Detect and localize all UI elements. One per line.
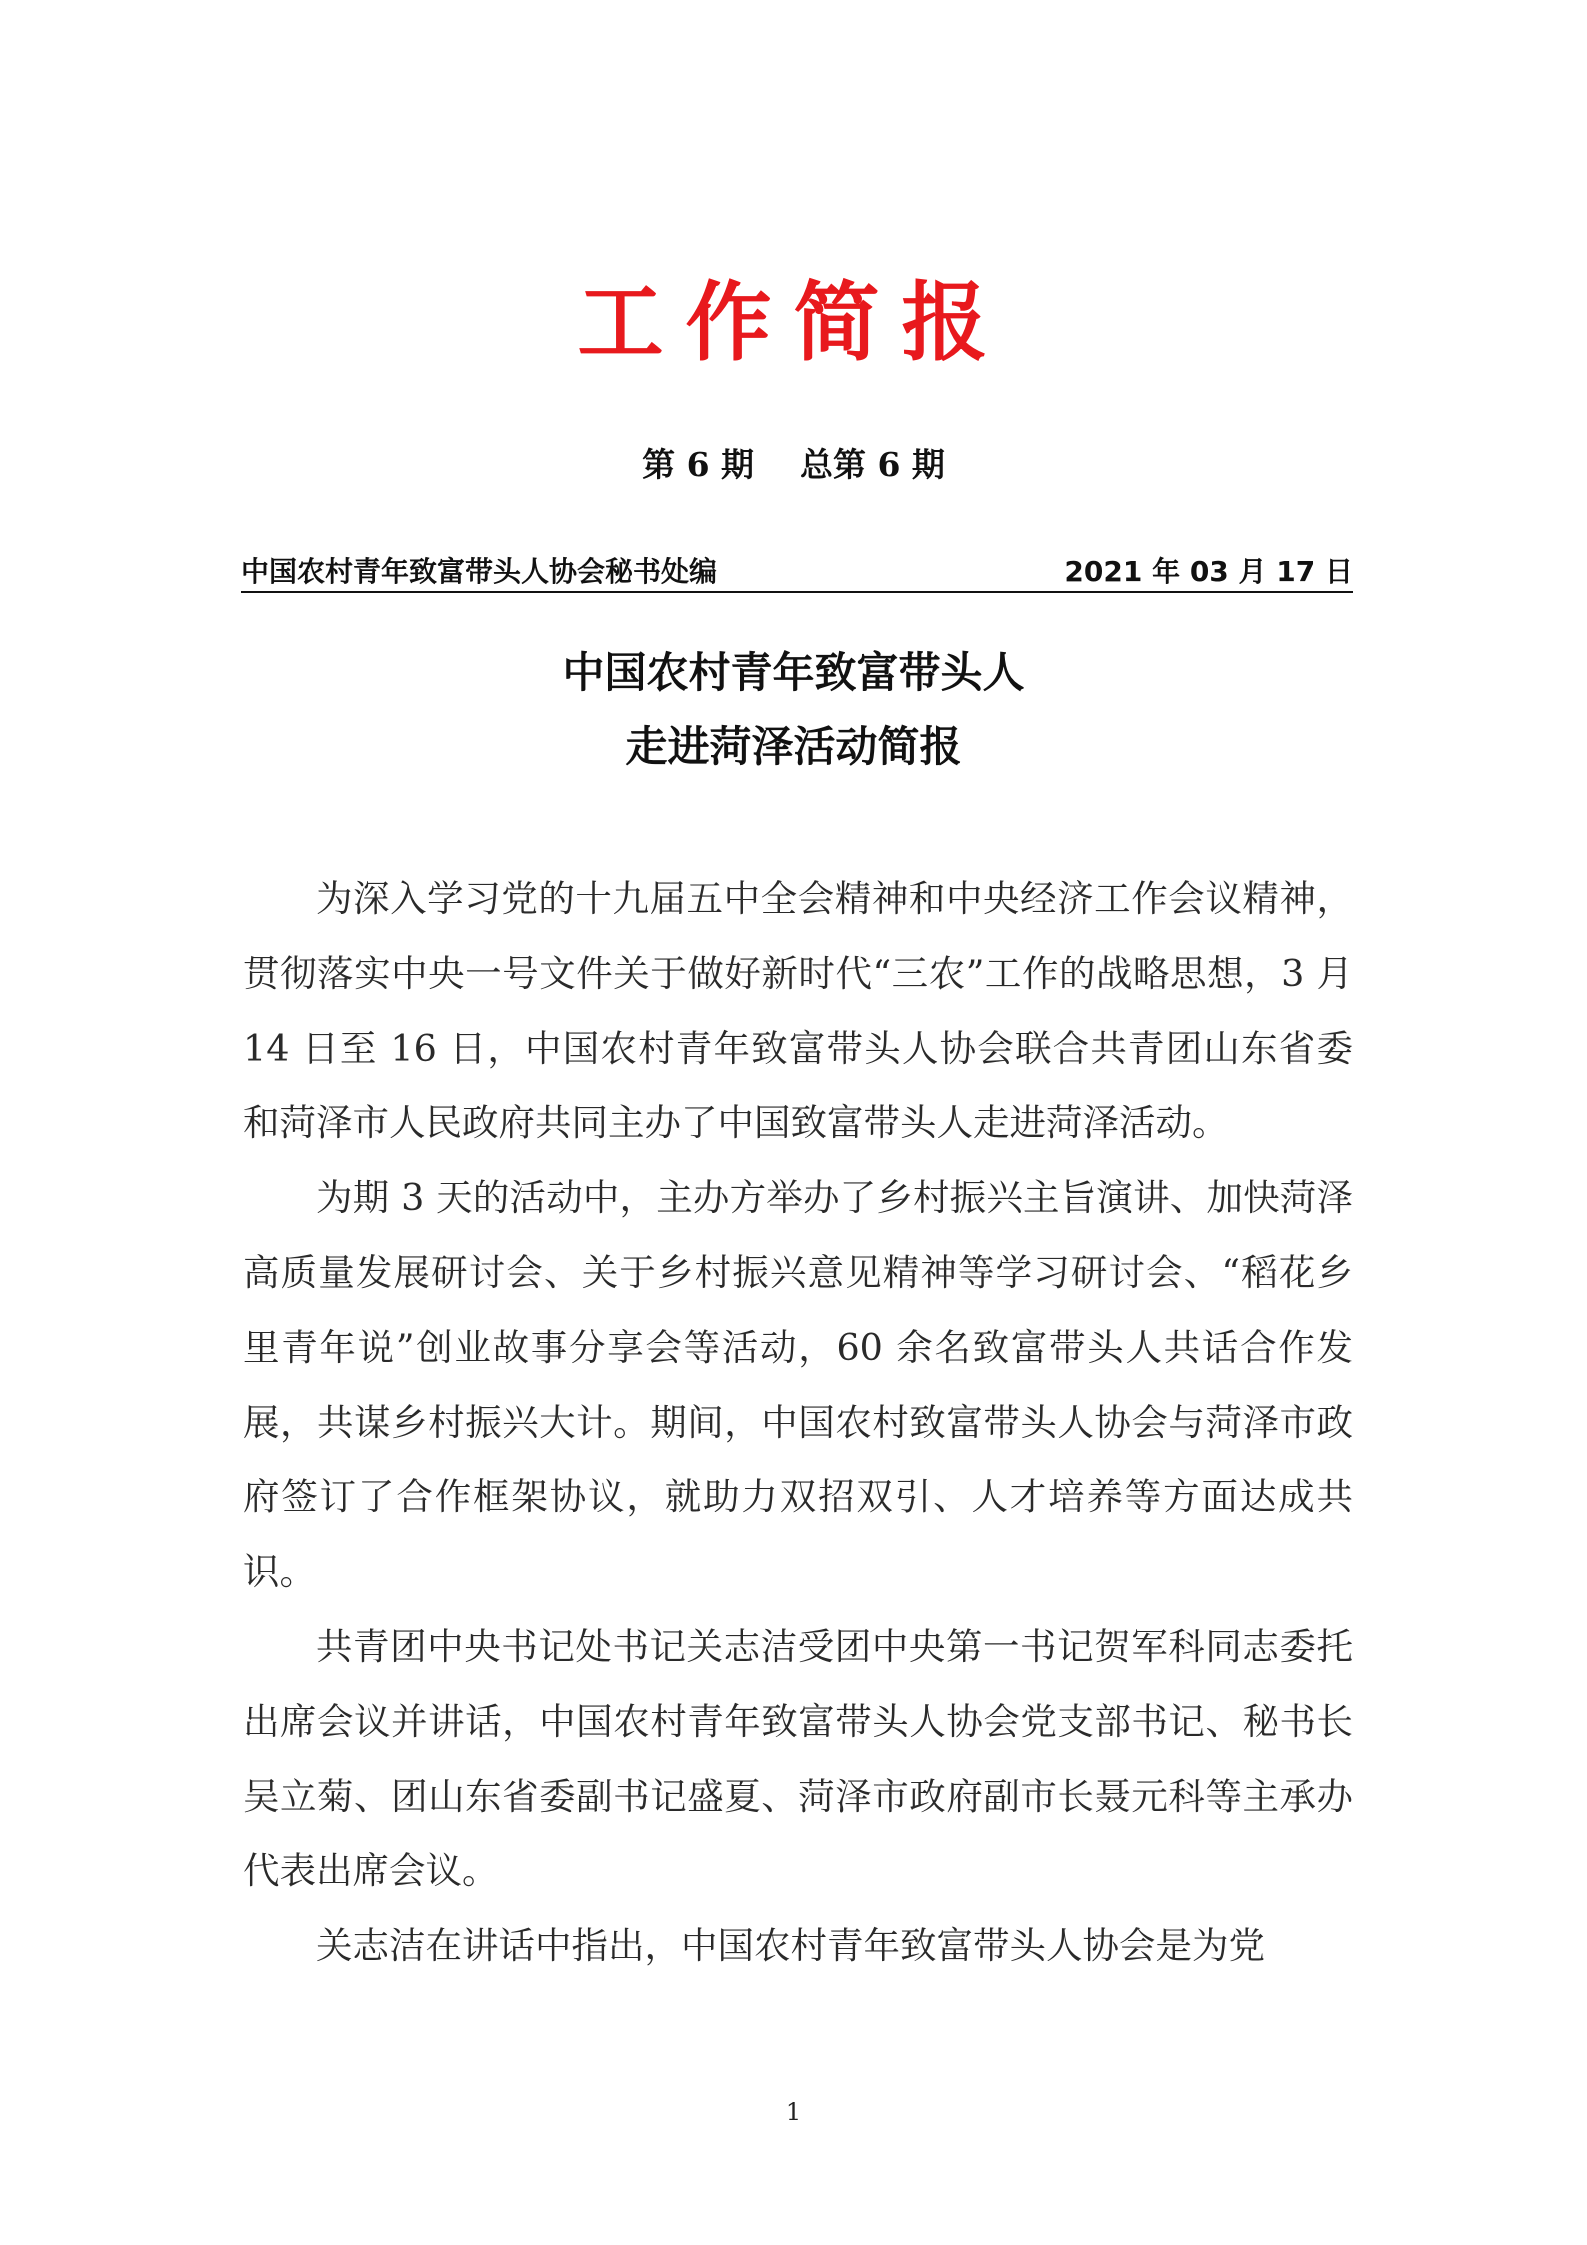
editor-label: 中国农村青年致富带头人协会秘书处编 (241, 555, 718, 588)
document-title-line-2: 走进菏泽活动简报 (625, 722, 962, 771)
masthead-title: 工作简报 (577, 273, 1010, 373)
issue-date: 2021 年 03 月 17 日 (1064, 555, 1353, 588)
document-body (243, 862, 1353, 1984)
body-paragraph: 为深入学习党的十九届五中全会精神和中央经济工作会议精神，贯彻落实中央一号文件关于做好新时代“三农”工作的战略思想，3 月 14 日至 16 日，中国农村青年致富带头人协会联合共青团山东省委和菏泽市人民政府共同主办了中国致富带头人走进菏泽活动。 (243, 877, 1353, 1145)
document-title-line-1: 中国农村青年致富带头人 (562, 648, 1025, 697)
header-row (241, 548, 1353, 590)
body-paragraph: 关志洁在讲话中指出，中国农村青年致富带头人协会是为党 (316, 1924, 1265, 1968)
page-number: 1 (785, 2098, 802, 2126)
document-title (0, 636, 1587, 784)
issue-number: 第 6 期 总第 6 期 (642, 445, 945, 484)
header-divider (241, 591, 1353, 593)
body-paragraph: 共青团中央书记处书记关志洁受团中央第一书记贺军科同志委托出席会议并讲话，中国农村青年致富带头人协会党支部书记、秘书长吴立菊、团山东省委副书记盛夏、菏泽市政府副市长聂元科等主承办代表出席会议。 (243, 1624, 1353, 1893)
body-paragraph: 为期 3 天的活动中，主办方举办了乡村振兴主旨演讲、加快菏泽高质量发展研讨会、关于乡村振兴意见精神等学习研讨会、“稻花乡里青年说”创业故事分享会等活动，60 余名致富带头人共话合作发展，共谋乡村振兴大计。期间，中国农村致富带头人协会与菏泽市政府签订了合作框架协议，就助力双招双引、人才培养等方面达成共识。 (243, 1176, 1353, 1594)
